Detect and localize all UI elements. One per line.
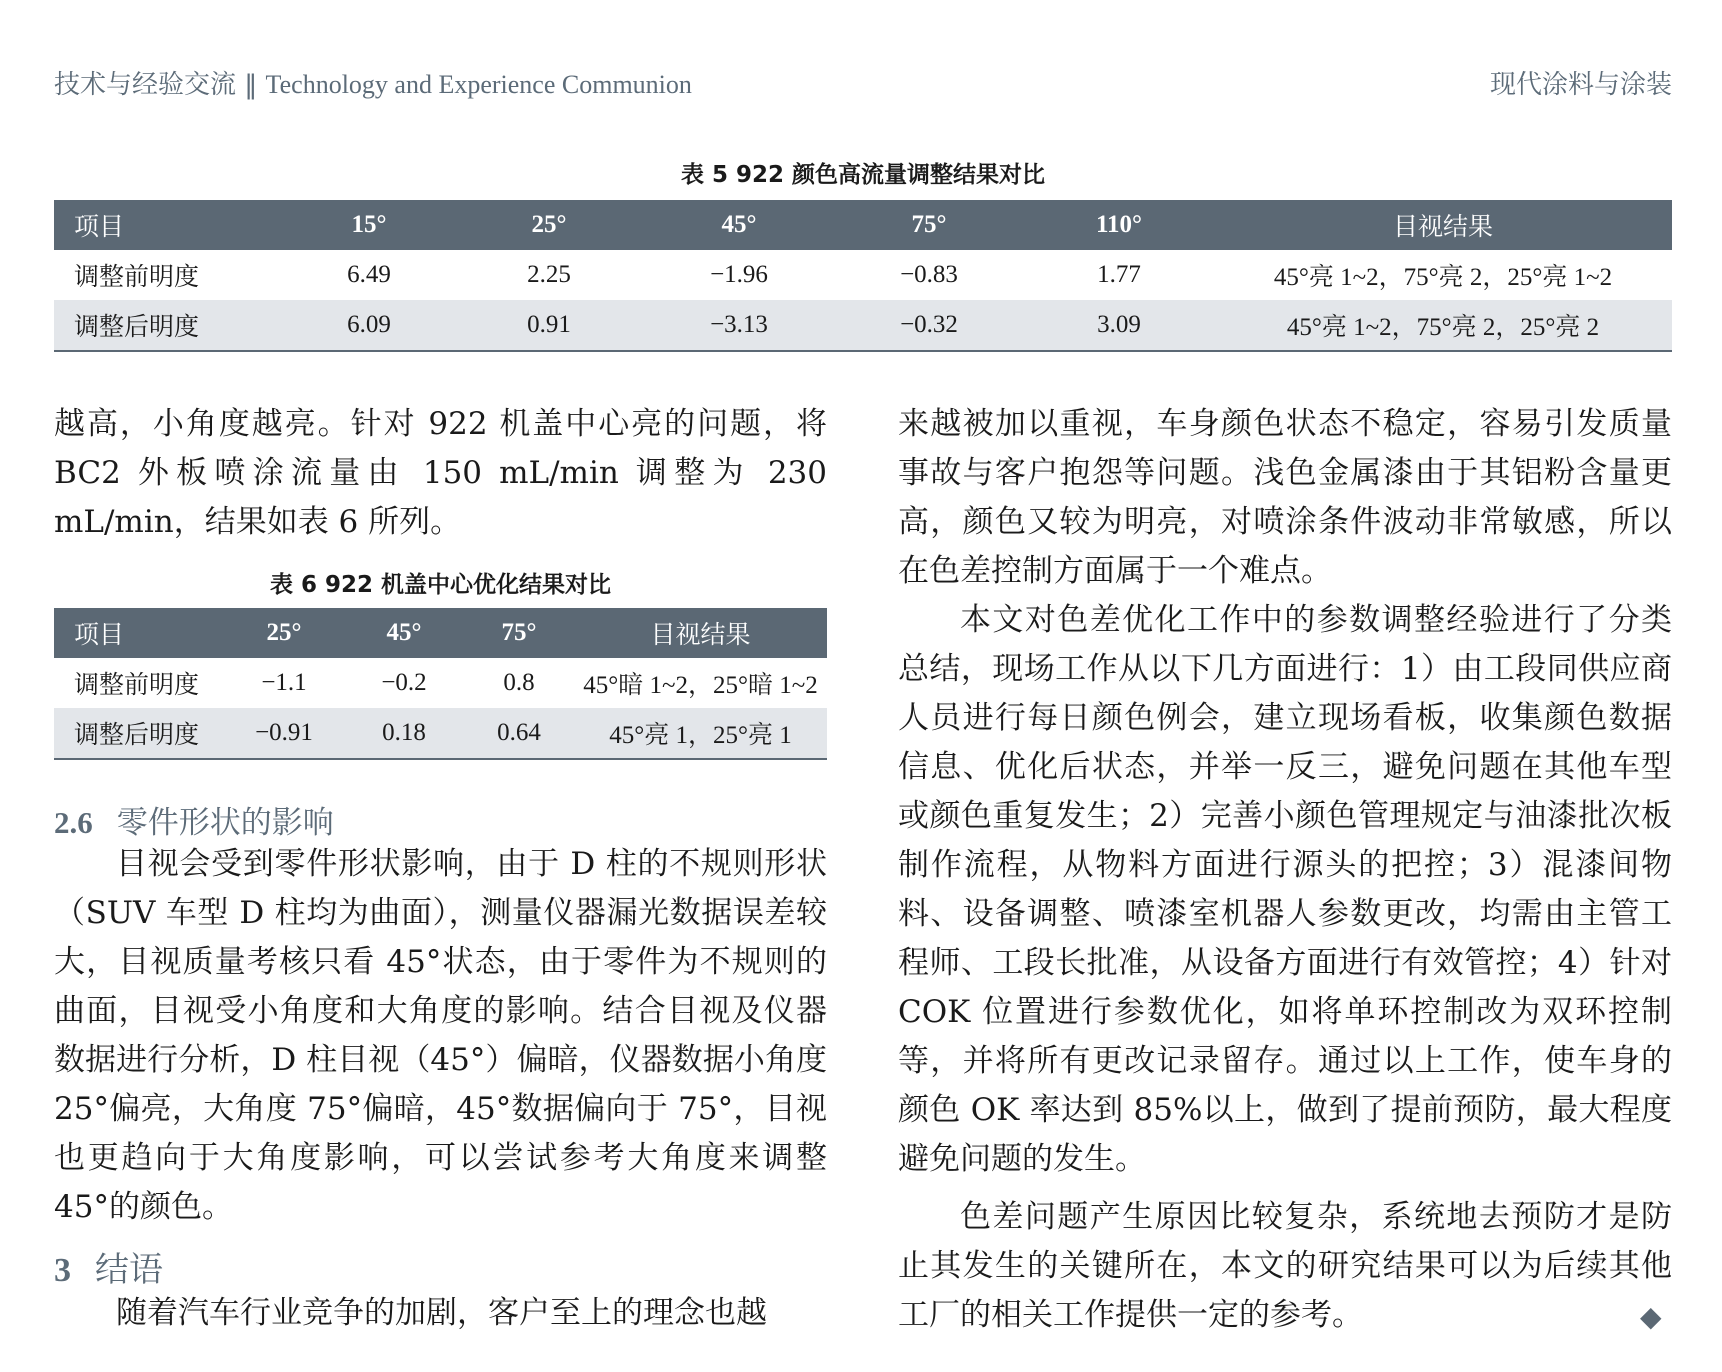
right-paragraph-2: 本文对色差优化工作中的参数调整经验进行了分类总结，现场工作从以下几方面进行：1）由工段同供应商人员进行每日颜色例会，建立现场看板，收集颜色数据信息、优化后状态，并举一反三，避免问题在其他车型或颜色重复发生；2）完善小颜色管理规定与油漆批次板制作流程，从物料方面进行源头的把控；3）混漆间物料、设备调整、喷漆室机器人参数更改，均需由主管工程师、工段长批准，从设备方面进行有效管控；4）针对 COK 位置进行参数优化，如将单环控制改为双环控制等，并将所有更改记录留存。通过以上工作，使车身的颜色 OK 率达到 85%以上，做到了提前预防，最大程度避免问题的发生。 <box>898 602 1672 1177</box>
right-paragraph-3: 色差问题产生原因比较复杂，系统地去预防才是防止其发生的关键所在，本文的研究结果可以为后续其他工厂的相关工作提供一定的参考。 <box>898 1199 1672 1333</box>
table6-header-visual: 目视结果 <box>574 608 827 658</box>
table-cell: −0.2 <box>381 669 427 696</box>
left-paragraph-2: 目视会受到零件形状影响，由于 D 柱的不规则形状（SUV 车型 D 柱均为曲面），测量仪器漏光数据误差较大，目视质量考核只看 45°状态，由于零件为不规则的曲面，目视受小角度和大角度的影响。结合目视及仪器数据进行分析，D 柱目视（45°）偏暗，仪器数据小角度 25°偏亮，大角度 75°偏暗，45°数据偏向于 75°，目视也更趋向于大角度影响，可以尝试参考大角度来调整 45°的颜色。 <box>54 846 827 1225</box>
table6 <box>54 608 827 760</box>
table6-caption: 表 6 922 机盖中心优化结果对比 <box>269 572 612 598</box>
table-cell: 6.09 <box>284 300 454 351</box>
running-header-left <box>54 64 692 101</box>
table-cell: −1.96 <box>710 261 768 288</box>
table6-header-25: 25° <box>224 608 344 658</box>
table6-header-45: 45° <box>344 608 464 658</box>
table6-header-75: 75° <box>464 608 574 658</box>
table-row <box>54 250 1672 300</box>
table5-header-15: 15° <box>284 200 454 250</box>
table-row <box>54 658 827 708</box>
table5-header-110: 110° <box>1024 200 1214 250</box>
table5 <box>54 200 1672 352</box>
table-cell: 45°暗 1~2，25°暗 1~2 <box>583 672 818 699</box>
table-cell: 45°亮 1，25°亮 1 <box>574 708 827 759</box>
table-cell: 3.09 <box>1024 300 1214 351</box>
section-heading-3 <box>54 1242 163 1291</box>
table-cell: 2.25 <box>527 261 571 288</box>
journal-title: 现代涂料与涂装 <box>1489 70 1672 100</box>
table-row <box>54 300 1672 351</box>
journal-section-cn: 技术与经验交流 <box>54 70 237 100</box>
table-cell: 45°亮 1~2，75°亮 2，25°亮 1~2 <box>1273 264 1613 291</box>
table-cell: −1.1 <box>261 669 307 696</box>
section-title: 结语 <box>95 1250 163 1290</box>
table-cell: 6.49 <box>347 261 391 288</box>
table-cell: −0.83 <box>900 261 958 288</box>
section-number: 3 <box>54 1252 71 1289</box>
table-cell: 调整前明度 <box>74 670 200 699</box>
table5-header-45: 45° <box>644 200 834 250</box>
table5-header-visual: 目视结果 <box>1214 200 1672 250</box>
table-cell: 0.64 <box>464 708 574 759</box>
table5-header-25: 25° <box>454 200 644 250</box>
table-cell: 1.77 <box>1097 261 1141 288</box>
table-cell: 调整前明度 <box>74 262 200 291</box>
table-cell: −0.91 <box>224 708 344 759</box>
table-cell: −0.32 <box>834 300 1024 351</box>
table-cell: 调整后明度 <box>54 708 224 759</box>
section-number: 2.6 <box>54 805 93 840</box>
table5-caption: 表 5 922 颜色高流量调整结果对比 <box>680 162 1046 188</box>
table5-header-item: 项目 <box>54 200 284 250</box>
right-paragraph-1: 来越被加以重视，车身颜色状态不稳定，容易引发质量事故与客户抱怨等问题。浅色金属漆由于其铝粉含量更高，颜色又较为明亮，对喷涂条件波动非常敏感，所以在色差控制方面属于一个难点。 <box>898 406 1672 589</box>
table5-header-row <box>54 200 1672 250</box>
table-cell: 调整后明度 <box>54 300 284 351</box>
table-row <box>54 708 827 759</box>
table-cell: −3.13 <box>644 300 834 351</box>
section-title: 零件形状的影响 <box>116 805 334 841</box>
table-cell: 0.91 <box>454 300 644 351</box>
end-mark-diamond-icon: ◆ <box>1640 1300 1662 1333</box>
left-paragraph-3: 随着汽车行业竞争的加剧，客户至上的理念也越 <box>116 1295 767 1331</box>
table6-header-row <box>54 608 827 658</box>
table-cell: 0.18 <box>344 708 464 759</box>
table5-header-75: 75° <box>834 200 1024 250</box>
table-cell: 0.8 <box>503 669 535 696</box>
section-heading-2-6 <box>54 797 334 842</box>
table-cell: 45°亮 1~2，75°亮 2，25°亮 2 <box>1214 300 1672 351</box>
journal-section-en: Technology and Experience Communion <box>265 70 692 99</box>
left-paragraph-1: 越高，小角度越亮。针对 922 机盖中心亮的问题，将 BC2 外板喷涂流量由 150 mL/min 调整为 230 mL/min，结果如表 6 所列。 <box>54 406 827 540</box>
table6-header-item: 项目 <box>54 608 224 658</box>
header-separator: ‖ <box>236 70 266 100</box>
